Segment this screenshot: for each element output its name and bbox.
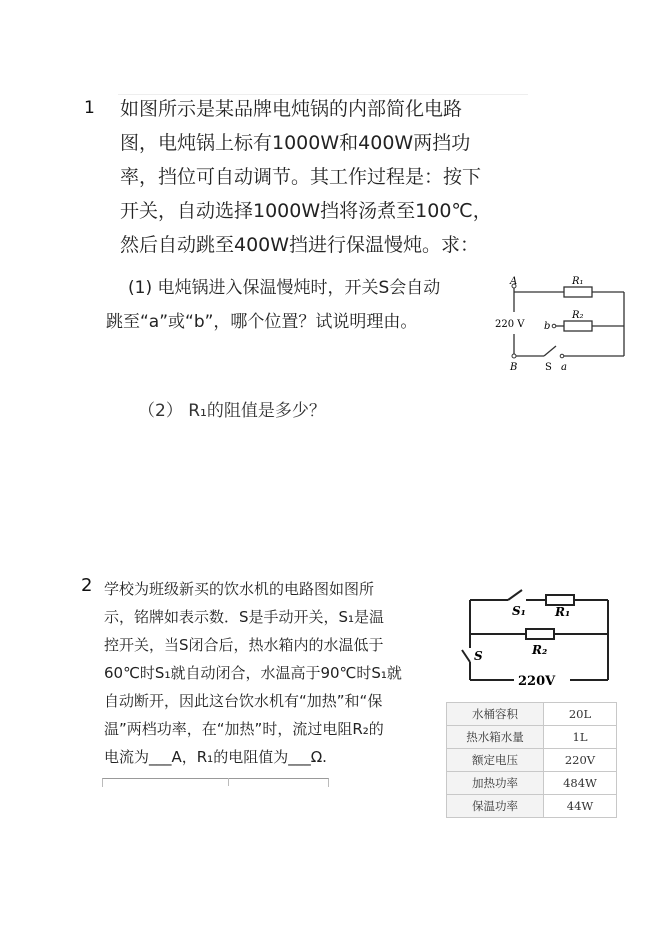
label-switch: S: [545, 362, 552, 373]
q1-circuit-diagram: [494, 272, 630, 376]
table-key: 加热功率: [447, 772, 544, 795]
q1-line-2: 图，电炖锅上标有1000W和400W两挡功: [120, 132, 471, 154]
label-r1: R₁: [572, 276, 584, 287]
q2-line-3: 控开关，当S闭合后，热水箱内的水温低于: [104, 636, 384, 654]
label-s1: S₁: [512, 604, 526, 618]
q2-line-7: 电流为___A，R₁的电阻值为___Ω.: [104, 748, 327, 766]
label-r1: R₁: [555, 605, 571, 619]
table-value: 484W: [544, 772, 617, 795]
q2-circuit-diagram: [452, 582, 620, 694]
contact-b-icon: [552, 324, 556, 328]
contact-a-icon: [560, 354, 564, 358]
table-key: 水桶容积: [447, 703, 544, 726]
terminal-b-icon: [512, 354, 516, 358]
table-row: [447, 749, 617, 772]
answer-box-edge: [102, 778, 329, 787]
question-1-number: 1: [84, 98, 95, 118]
question-2-text: [104, 575, 432, 771]
label-a-terminal: A: [510, 276, 518, 287]
q2-line-1: 学校为班级新买的饮水机的电路图如图所: [104, 580, 375, 598]
q1-line-3: 率，挡位可自动调节。其工作过程是：按下: [120, 166, 482, 188]
q1-line-1: 如图所示是某品牌电炖锅的内部简化电路: [120, 98, 463, 120]
table-row: [447, 772, 617, 795]
label-r2: R₂: [572, 310, 584, 321]
table-key: 热水箱水量: [447, 726, 544, 749]
label-voltage: 220V: [518, 674, 556, 689]
table-key: 额定电压: [447, 749, 544, 772]
q2-line-6: 温”两档功率，在“加热”时，流过电阻R₂的: [104, 720, 384, 738]
table-row: [447, 703, 617, 726]
table-value: 44W: [544, 795, 617, 818]
q2-line-4: 60℃时S₁就自动闭合，水温高于90℃时S₁就: [104, 664, 402, 682]
table-value: 1L: [544, 726, 617, 749]
answer-box-divider: [228, 778, 229, 786]
q1-line-5: 然后自动跳至400W挡进行保温慢炖。求：: [120, 234, 480, 256]
label-s: S: [474, 649, 483, 663]
table-value: 220V: [544, 749, 617, 772]
question-1-text: [120, 92, 492, 262]
table-key: 保温功率: [447, 795, 544, 818]
table-row: [447, 726, 617, 749]
q2-line-2: 示，铭牌如表示数．S是手动开关，S₁是温: [104, 608, 385, 626]
label-b-terminal: B: [510, 362, 518, 373]
q1-sub-question-2: （2） R₁的阻值是多少？: [138, 401, 326, 421]
label-a-contact: a: [561, 362, 567, 373]
table-row: [447, 795, 617, 818]
q1-line-4: 开关，自动选择1000W挡将汤煮至100℃，: [120, 200, 492, 222]
q2-line-5: 自动断开，因此这台饮水机有“加热”和“保: [104, 692, 383, 710]
q1-sub1-line-2: 跳至“a”或“b”，哪个位置？试说明理由。: [106, 312, 418, 332]
q1-sub1-line-1: (1) 电炖锅进入保温慢炖时，开关S会自动: [128, 278, 441, 298]
label-b-contact: b: [544, 321, 551, 332]
nameplate-table: [446, 702, 617, 818]
q1-sub-question-1: [106, 271, 440, 339]
label-r2: R₂: [532, 643, 548, 657]
label-voltage: 220 V: [495, 319, 525, 330]
question-2-number: 2: [81, 575, 93, 596]
table-value: 20L: [544, 703, 617, 726]
